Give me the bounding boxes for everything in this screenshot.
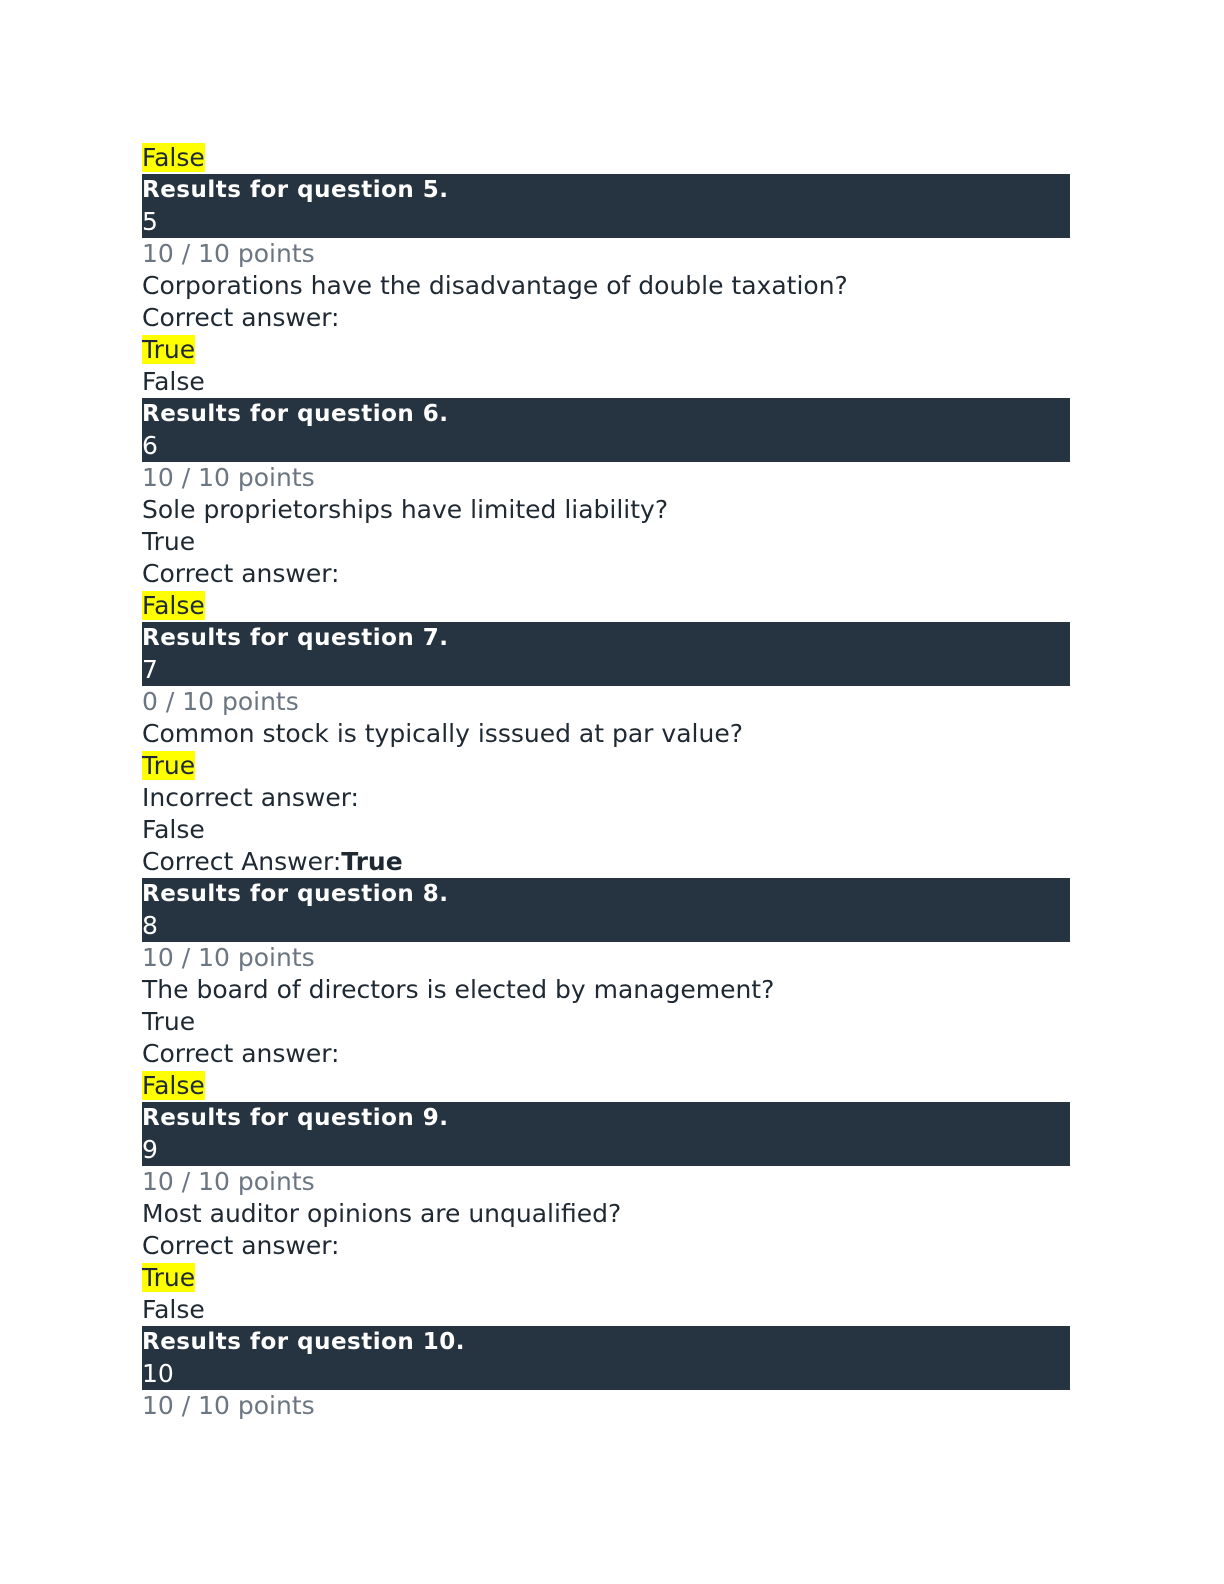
highlighted-answer: False xyxy=(142,591,205,620)
question-results-title: Results for question 7. xyxy=(142,625,449,651)
correct-answer-label: Correct answer: xyxy=(142,1039,340,1068)
highlighted-answer: False xyxy=(142,143,205,172)
question-number: 7 xyxy=(142,655,158,684)
question-text: Most auditor opinions are unqualified? xyxy=(142,1199,622,1228)
question-points: 10 / 10 points xyxy=(142,239,315,268)
answer-option: True xyxy=(142,1007,196,1036)
question-text: Sole proprietorships have limited liability? xyxy=(142,495,669,524)
highlighted-answer: True xyxy=(142,335,196,364)
highlighted-answer: True xyxy=(142,1263,196,1292)
answer-option xyxy=(142,750,1070,782)
question-number: 5 xyxy=(142,207,158,236)
answer-option: False xyxy=(142,367,205,396)
quiz-results-page xyxy=(142,142,1070,1422)
question-results-header xyxy=(142,1102,1070,1166)
answer-option xyxy=(142,142,1070,174)
question-number: 9 xyxy=(142,1135,158,1164)
question-points: 0 / 10 points xyxy=(142,687,299,716)
answer-option xyxy=(142,334,1070,366)
incorrect-answer-label: Incorrect answer: xyxy=(142,783,359,812)
question-text: Common stock is typically isssued at par value? xyxy=(142,719,743,748)
question-results-header xyxy=(142,622,1070,686)
correct-answer-line xyxy=(142,846,1070,878)
question-points: 10 / 10 points xyxy=(142,1167,315,1196)
question-points: 10 / 10 points xyxy=(142,1391,315,1420)
correct-answer-label: Correct answer: xyxy=(142,303,340,332)
answer-option xyxy=(142,1262,1070,1294)
correct-answer-label: Correct answer: xyxy=(142,1231,340,1260)
answer-option: False xyxy=(142,1295,205,1324)
highlighted-answer: False xyxy=(142,1071,205,1100)
answer-option: True xyxy=(142,527,196,556)
question-results-header xyxy=(142,878,1070,942)
question-points: 10 / 10 points xyxy=(142,943,315,972)
question-text: Corporations have the disadvantage of double taxation? xyxy=(142,271,848,300)
correct-answer-label: Correct answer: xyxy=(142,559,340,588)
question-number: 6 xyxy=(142,431,158,460)
question-results-title: Results for question 10. xyxy=(142,1329,466,1355)
question-number: 8 xyxy=(142,911,158,940)
question-results-title: Results for question 6. xyxy=(142,401,449,427)
question-points: 10 / 10 points xyxy=(142,463,315,492)
question-results-header xyxy=(142,174,1070,238)
question-results-title: Results for question 8. xyxy=(142,881,449,907)
answer-option xyxy=(142,1070,1070,1102)
correct-answer-label: Correct Answer: xyxy=(142,847,342,876)
answer-option xyxy=(142,590,1070,622)
question-results-header xyxy=(142,1326,1070,1390)
question-results-title: Results for question 5. xyxy=(142,177,449,203)
question-text: The board of directors is elected by management? xyxy=(142,975,775,1004)
question-results-title: Results for question 9. xyxy=(142,1105,449,1131)
answer-option: False xyxy=(142,815,205,844)
question-results-header xyxy=(142,398,1070,462)
highlighted-answer: True xyxy=(142,751,196,780)
correct-answer-value: True xyxy=(341,847,403,876)
question-number: 10 xyxy=(142,1359,174,1388)
